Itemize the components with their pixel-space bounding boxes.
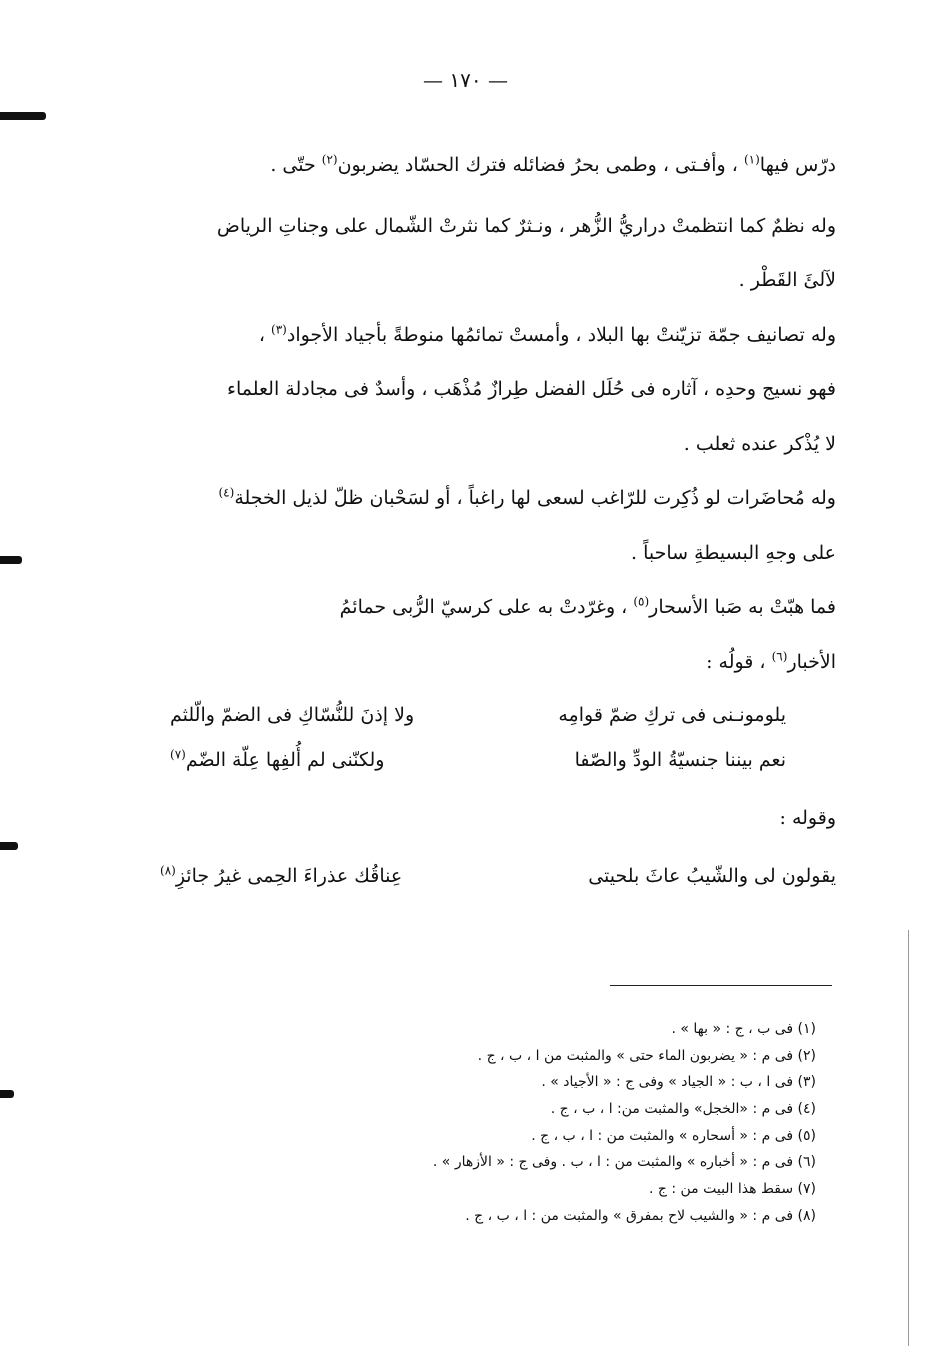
text-line: وله تصانيف جمّة تزيّنتْ بها البلاد ، وأمستْ تمائمُها منوطةً بأجياد الأجواد$^{(٣)}$ ، — [258, 322, 836, 346]
footnote-ref: (٣) — [271, 322, 287, 337]
text-line: فما هبّتْ به صَبا الأسحار$^{(٥)}$ ، وغرّدتْ به على كرسيّ الرُّبى حمائمُ — [339, 594, 836, 618]
verse-second-hemistich: عِناقُك عذراءَ الحِمى غيرُ جائزِ$^{(٨)}$ — [160, 863, 403, 887]
footnote-ref: (٨) — [160, 863, 176, 878]
verse-first-hemistich: يقولون لى والشّيبُ عاثَ بلحيتى — [588, 864, 836, 887]
page-number: — ١٧٠ — — [423, 68, 508, 92]
footnote-separator — [610, 985, 832, 986]
footnote-ref: (٧) — [170, 747, 186, 762]
text-line: وله مُحاضَرات لو ذُكِرت للرّاغب لسعى لها راغباً ، أو لسَحْبان ظلّ لذيل الخجلة$^{(٤)}$ — [218, 485, 836, 509]
scan-edge-mark — [0, 842, 18, 850]
text-line: درّس فيها$^{(١)}$ ، وأفـتى ، وطمى بحرُ فضائله فترك الحسّاد يضربون$^{(٢)}$ حتّى . — [270, 152, 836, 176]
text-line: الأخبار$^{(٦)}$ ، قولُه : — [706, 649, 836, 673]
footnote-ref: (٤) — [218, 485, 235, 500]
poem-verse — [100, 846, 836, 906]
footnote: (٧) سقط هذا البيت من : ج . — [648, 1181, 816, 1198]
page-edge-line — [908, 930, 909, 1346]
text-line: لآلئَ القَطْر . — [738, 269, 836, 291]
footnote-ref: (١) — [743, 152, 760, 167]
text-line: فهو نسيج وحدِه ، آثاره فى حُلَل الفضل طِرازٌ مُذْهَب ، وأسدٌ فى مجادلة العلماء — [227, 378, 836, 400]
scan-edge-mark — [0, 556, 22, 564]
main-text — [100, 138, 836, 906]
footnote: (٥) فى م : « أسحاره » والمثبت من : ا ، ب ، ج . — [531, 1127, 816, 1144]
verse-first-hemistich: نعم بيننا جنسيّةُ الودِّ والصّفا — [574, 749, 786, 771]
footnote-ref: (٦) — [771, 649, 788, 664]
footnote: (٦) فى م : « أخباره » والمثبت من : ا ، ب . وفى ج : « الأزهار » . — [432, 1154, 816, 1171]
text-line: وقوله : — [779, 807, 836, 829]
footnote-ref: (٢) — [321, 152, 338, 167]
footnote: (٨) فى م : « والشيب لاح بمفرق » والمثبت من : ا ، ب ، ج . — [465, 1207, 816, 1224]
footnotes — [296, 1016, 816, 1230]
poem-verse — [100, 693, 836, 738]
verse-first-hemistich: يلومونـنى فى تركِ ضمّ قوامِه — [558, 704, 786, 726]
text-line: على وجهِ البسيطةِ ساحباً . — [630, 541, 836, 564]
scan-edge-mark — [0, 112, 46, 120]
verse-second-hemistich: ولا إذنَ للنُّسّاكِ فى الضمّ والّلثم — [170, 704, 415, 726]
text-line: لا يُذْكر عنده ثعلب . — [683, 432, 836, 455]
footnote-ref: (٥) — [633, 594, 650, 609]
footnote: (٢) فى م : « يضربون الماء حتى » والمثبت من ا ، ب ، ج . — [477, 1047, 816, 1064]
footnote: (٤) فى م : «الخجل» والمثبت من: ا ، ب ، ج . — [550, 1101, 816, 1118]
poem-verse — [100, 738, 836, 783]
scan-edge-mark — [0, 1090, 14, 1098]
verse-second-hemistich: ولكنّنى لم أُلفِها عِلّة الضّم$^{(٧)}$ — [170, 747, 385, 771]
footnote: (١) فى ب ، ج : « بها » . — [671, 1021, 816, 1037]
footnote: (٣) فى ا ، ب : « الجياد » وفى ج : « الأجياد » . — [541, 1074, 816, 1091]
text-line: وله نظمٌ كما انتظمتْ دراريُّ الزُّهر ، ونـثرٌ كما نثرتْ الشّمال على وجناتِ الرياض — [216, 214, 836, 237]
